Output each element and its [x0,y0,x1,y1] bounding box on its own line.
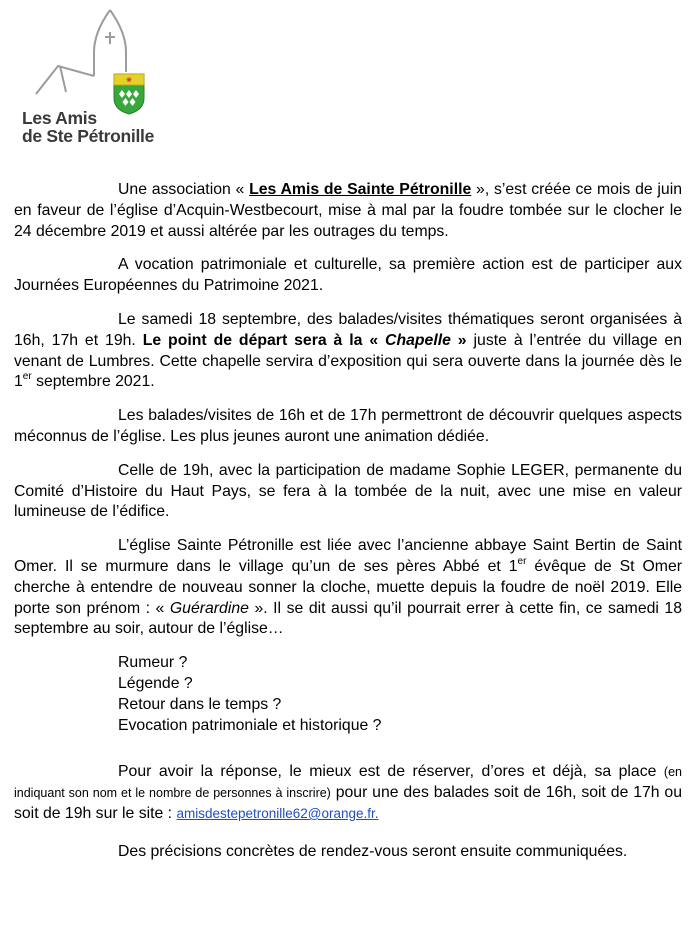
text-span: L’église Sainte Pétronille est liée avec l’ancienne abbaye Saint Bertin de Saint Omer. Il se murmure dans le village qu’un de ses pères Abbé et 1 [14,537,682,575]
paragraph-legend [14,536,682,640]
coat-of-arms-icon [114,74,144,114]
question-item: Retour dans le temps ? [118,695,282,713]
bell-name: Guérardine [169,599,249,617]
question-item: Evocation patrimoniale et historique ? [118,716,382,734]
reservation-note: (en indiquant son nom et le nombre de personnes à inscrire) [14,765,682,801]
text-span: juste à l’entrée du village en venant de Lumbres. Cette chapelle servira d’exposition qui sera ouverte dans la journée dès le 1 [14,331,683,391]
text-span: évêque de St Omer cherche à entendre de nouveau sonner la cloche, muette depuis la foudre de noël 2019. Elle porte son prénom : « [14,557,682,617]
paragraph-program [14,310,682,393]
paragraph-reservation [14,762,682,824]
letter-body [14,180,682,876]
text-span: . [374,805,379,821]
paragraph-vocation: A vocation patrimoniale et culturelle, sa première action est de participer aux Journées Européennes du Patrimoine 2021. [14,256,682,295]
text-span: Une association « [118,181,250,198]
paragraph-visits: Les balades/visites de 16h et de 17h permettront de découvrir quelques aspects méconnus de l’église. Les plus jeunes auront une animation dédiée. [14,407,682,445]
text-span: Le point de départ sera à la « [142,331,386,349]
superscript: er [22,371,32,383]
text-span: ». Il se dit aussi qu’il pourrait errer à cette fin, ce samedi 18 septembre au soir, autour de l’église… [14,599,683,638]
text-span: pour une des balades soit de 16h, soit de 17h ou soit de 19h sur le site : [14,784,682,822]
question-item: Rumeur ? [118,654,188,672]
email-link[interactable]: amisdestepetronille62@orange.fr [176,805,375,821]
paragraph-evening-visit: Celle de 19h, avec la participation de madame Sophie LEGER, permanente du Comité d’Histoire du Haut Pays, se fera à la tombée de la nuit, avec une mise en valeur lumineuse de l’édifice. [14,461,682,521]
text-span: septembre 2021. [31,373,155,391]
paragraph-closing: Des précisions concrètes de rendez-vous seront ensuite communiquées. [118,842,628,860]
superscript: er [517,555,527,567]
question-item: Légende ? [118,674,193,692]
text-span: Le samedi 18 septembre, des balades/visites thématiques seront organisées à 16h, 17h et 19h. [14,310,682,349]
church-drawing-icon [14,6,164,116]
association-name: Les Amis de Sainte Pétronille [249,181,472,198]
logo [14,6,164,146]
chapelle-label: Chapelle [385,331,451,349]
logo-text-line-2: de Ste Pétronille [22,126,155,146]
text-span: », s’est créée ce mois de juin en faveur de l’église d’Acquin-Westbecourt, mise à mal par la foudre tombée sur le clocher le 24 décembre 2019 et aussi altérée par les outrages du temps. [14,181,683,240]
text-span: Pour avoir la réponse, le mieux est de réserver, d’ores et déjà, sa place [118,763,664,781]
text-span: » [450,331,467,349]
questions-list [14,653,682,736]
logo-text-line-1: Les Amis [22,108,97,128]
meeting-point [143,332,467,349]
svg-text:✷: ✷ [125,76,133,86]
paragraph-association [14,180,682,242]
